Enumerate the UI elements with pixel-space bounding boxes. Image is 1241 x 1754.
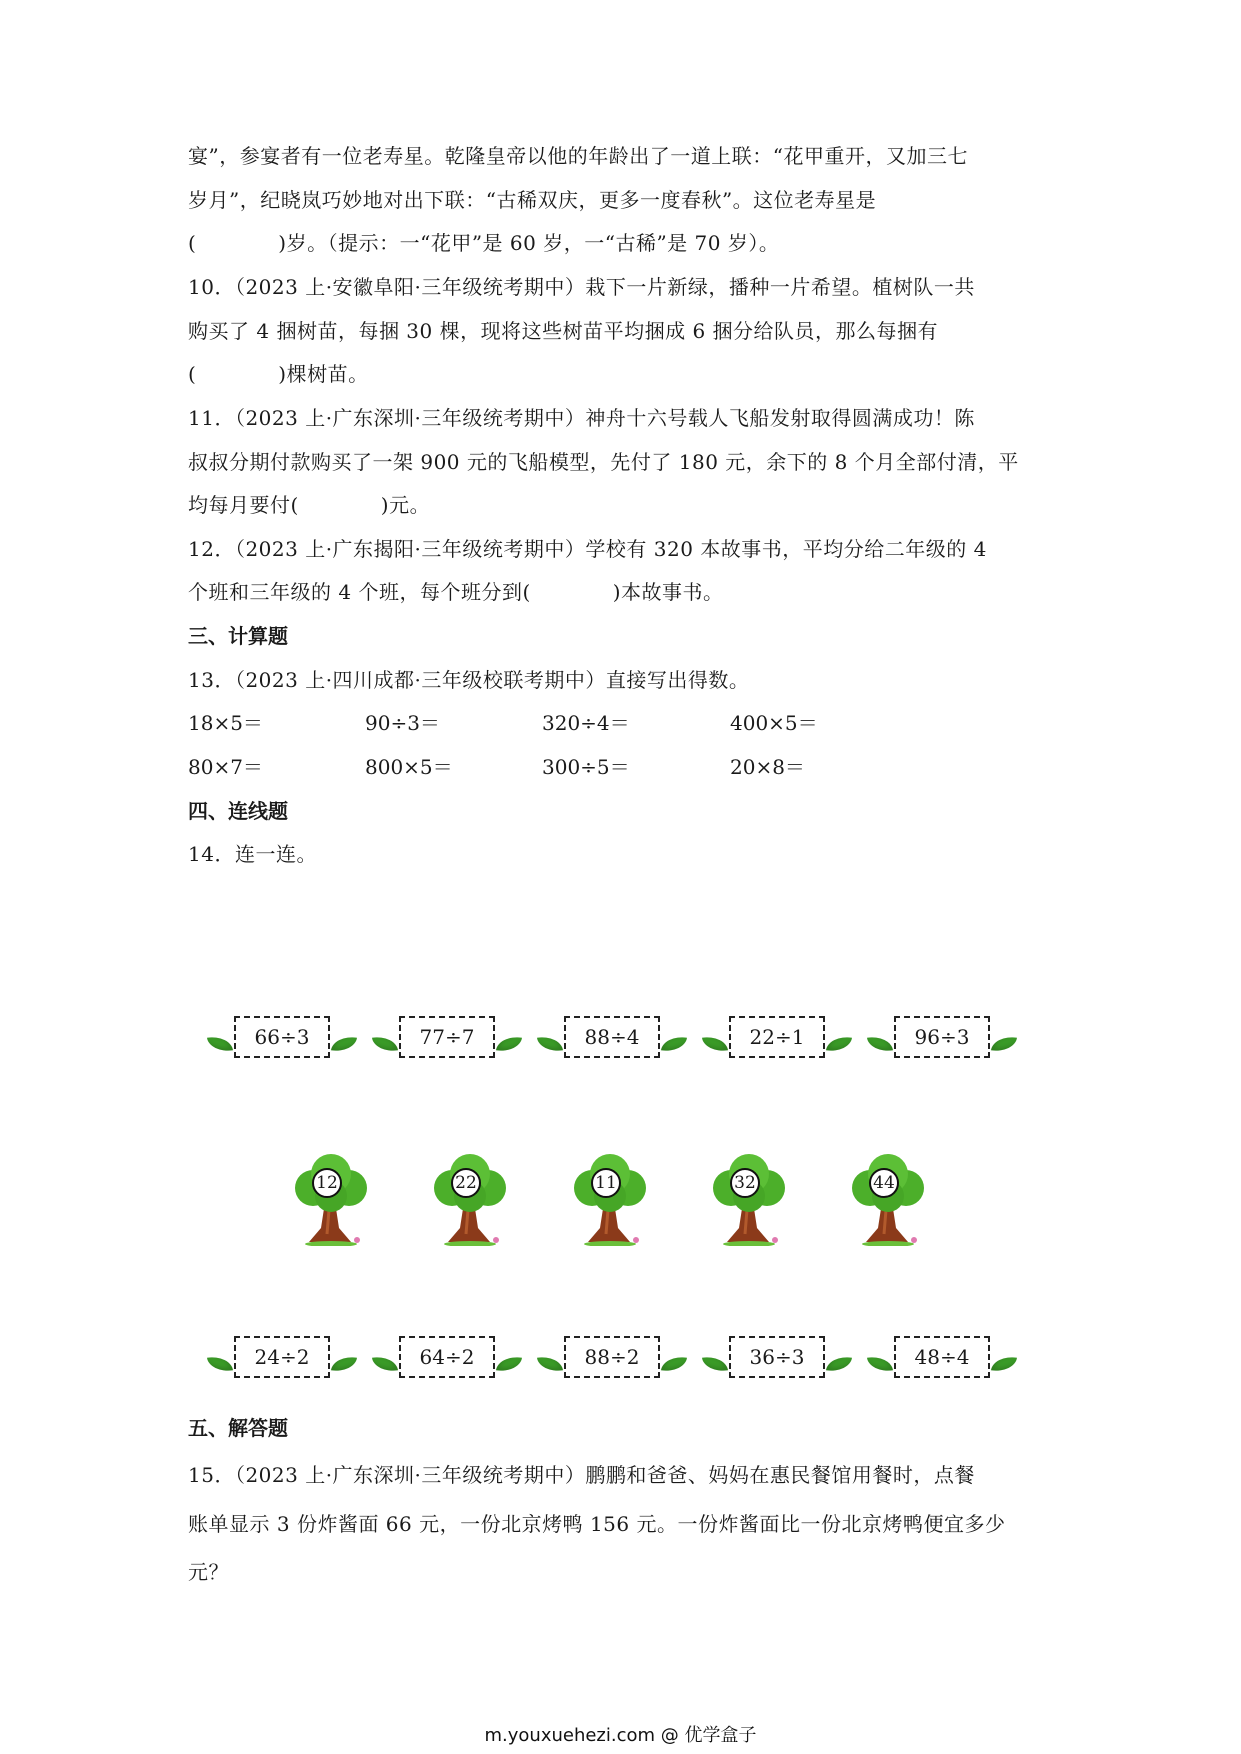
tree-icon[interactable] xyxy=(848,1150,928,1246)
q15-line1: 15．（2023 上·广东深圳·三年级统考期中）鹏鹏和爸爸、妈妈在惠民餐馆用餐时，点餐 xyxy=(188,1463,975,1487)
tree-number: 22 xyxy=(451,1168,481,1198)
leaf-icon xyxy=(207,1034,233,1053)
leaf-icon xyxy=(537,1354,563,1373)
leaf-icon xyxy=(826,1354,852,1373)
tree-icon[interactable] xyxy=(430,1150,510,1246)
q15-line3: 元？ xyxy=(188,1560,229,1584)
leaf-icon xyxy=(331,1354,357,1373)
q15-line2: 账单显示 3 份炸酱面 66 元，一份北京烤鸭 156 元。一份炸酱面比一份北京烤鸭便宜多少 xyxy=(188,1512,1006,1536)
q11-line3: 均每月要付( )元。 xyxy=(188,493,431,517)
calc-item: 90÷3＝ xyxy=(365,711,440,735)
leaf-icon xyxy=(372,1034,398,1053)
match-card[interactable]: 22÷1 xyxy=(729,1016,825,1058)
q10-line1: 10．（2023 上·安徽阜阳·三年级统考期中）栽下一片新绿，播种一片希望。植树队一共 xyxy=(188,275,975,299)
calc-item: 18×5＝ xyxy=(188,711,263,735)
leaf-icon xyxy=(991,1354,1017,1373)
leaf-icon xyxy=(991,1034,1017,1053)
leaf-icon xyxy=(867,1034,893,1053)
tree-number: 11 xyxy=(591,1168,621,1198)
match-card[interactable]: 96÷3 xyxy=(894,1016,990,1058)
calc-item: 800×5＝ xyxy=(365,755,453,779)
section-heading-answer: 五、解答题 xyxy=(188,1416,288,1440)
tree-icon[interactable] xyxy=(570,1150,650,1246)
match-card[interactable]: 36÷3 xyxy=(729,1336,825,1378)
q11-line1: 11．（2023 上·广东深圳·三年级统考期中）神舟十六号载人飞船发射取得圆满成功！陈 xyxy=(188,406,975,430)
leaf-icon xyxy=(867,1354,893,1373)
q9-line2: 岁月”，纪晓岚巧妙地对出下联：“古稀双庆，更多一度春秋”。这位老寿星是 xyxy=(188,188,877,212)
q9-line3: ( )岁。（提示：一“花甲”是 60 岁，一“古稀”是 70 岁）。 xyxy=(188,231,780,255)
match-card[interactable]: 88÷4 xyxy=(564,1016,660,1058)
tree-number: 44 xyxy=(869,1168,899,1198)
leaf-icon xyxy=(207,1354,233,1373)
q9-line1: 宴”，参宴者有一位老寿星。乾隆皇帝以他的年龄出了一道上联：“花甲重开，又加三七 xyxy=(188,144,968,168)
match-card[interactable]: 64÷2 xyxy=(399,1336,495,1378)
section-heading-calc: 三、计算题 xyxy=(188,624,288,648)
leaf-icon xyxy=(661,1034,687,1053)
q12-line2: 个班和三年级的 4 个班，每个班分到( )本故事书。 xyxy=(188,580,724,604)
tree-number: 32 xyxy=(730,1168,760,1198)
calc-item: 20×8＝ xyxy=(730,755,805,779)
calc-item: 400×5＝ xyxy=(730,711,818,735)
tree-icon[interactable] xyxy=(709,1150,789,1246)
match-card[interactable]: 48÷4 xyxy=(894,1336,990,1378)
leaf-icon xyxy=(537,1034,563,1053)
leaf-icon xyxy=(826,1034,852,1053)
q14-stem: 14．连一连。 xyxy=(188,842,317,866)
leaf-icon xyxy=(702,1034,728,1053)
calc-item: 300÷5＝ xyxy=(542,755,630,779)
leaf-icon xyxy=(372,1354,398,1373)
calc-item: 80×7＝ xyxy=(188,755,263,779)
q10-line3: ( )棵树苗。 xyxy=(188,362,369,386)
match-card[interactable]: 66÷3 xyxy=(234,1016,330,1058)
tree-number: 12 xyxy=(312,1168,342,1198)
match-card[interactable]: 77÷7 xyxy=(399,1016,495,1058)
match-card[interactable]: 88÷2 xyxy=(564,1336,660,1378)
tree-icon[interactable] xyxy=(291,1150,371,1246)
q11-line2: 叔叔分期付款购买了一架 900 元的飞船模型，先付了 180 元，余下的 8 个月全部付清，平 xyxy=(188,450,1019,474)
match-card[interactable]: 24÷2 xyxy=(234,1336,330,1378)
leaf-icon xyxy=(331,1034,357,1053)
q10-line2: 购买了 4 捆树苗，每捆 30 棵，现将这些树苗平均捆成 6 捆分给队员，那么每捆有 xyxy=(188,319,939,343)
q12-line1: 12．（2023 上·广东揭阳·三年级统考期中）学校有 320 本故事书，平均分给二年级的 4 xyxy=(188,537,987,561)
leaf-icon xyxy=(496,1354,522,1373)
leaf-icon xyxy=(702,1354,728,1373)
calc-item: 320÷4＝ xyxy=(542,711,630,735)
q13-stem: 13．（2023 上·四川成都·三年级校联考期中）直接写出得数。 xyxy=(188,668,750,692)
leaf-icon xyxy=(496,1034,522,1053)
leaf-icon xyxy=(661,1354,687,1373)
footer-watermark: m.youxuehezi.com @ 优学盒子 xyxy=(484,1725,757,1746)
section-heading-matching: 四、连线题 xyxy=(188,799,288,823)
